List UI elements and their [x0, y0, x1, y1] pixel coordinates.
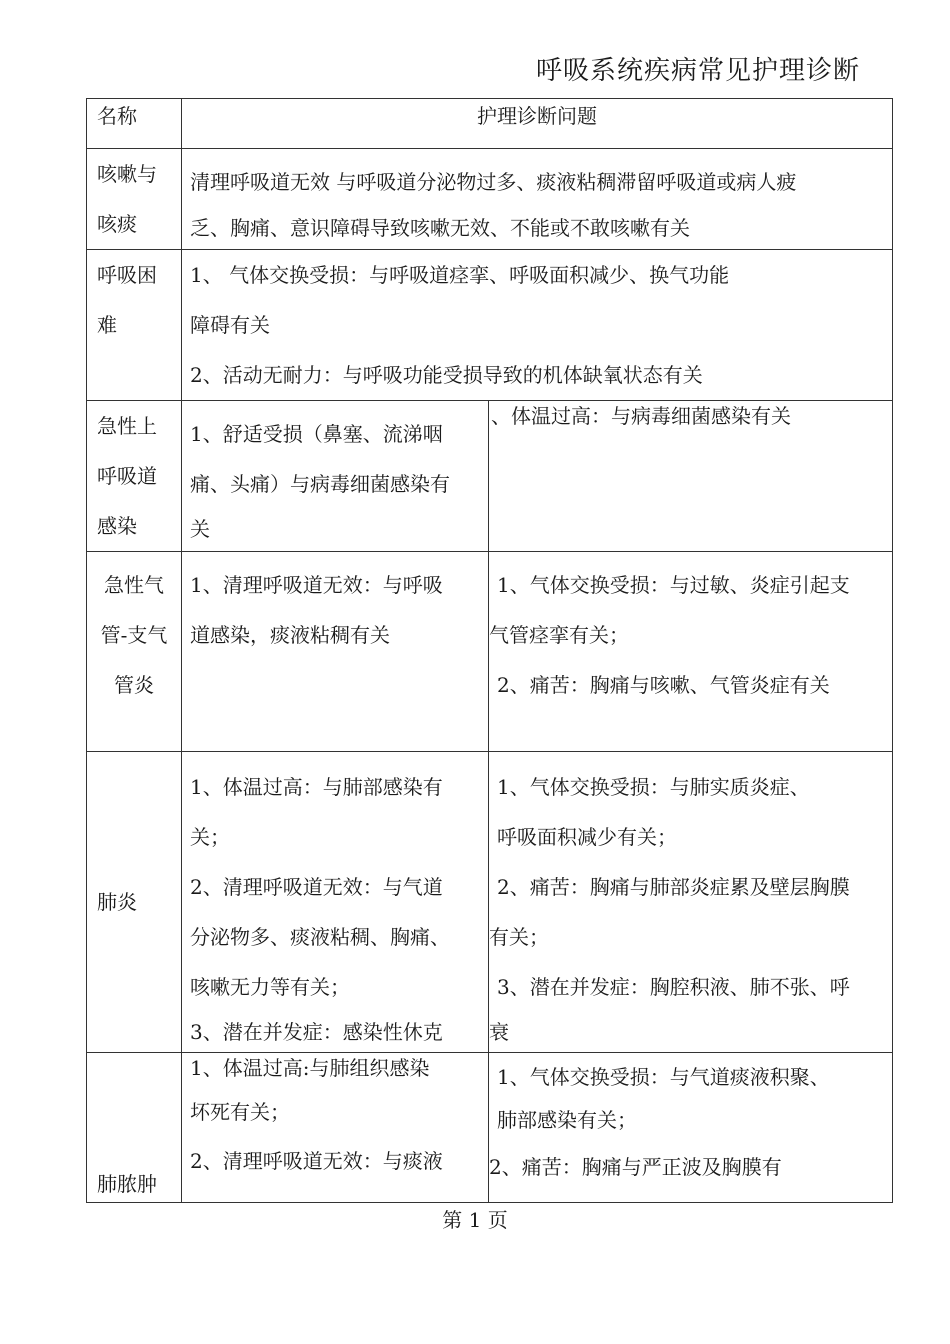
row-left-line: 1、舒适受损（鼻塞、流涕咽: [190, 422, 443, 446]
table-row: [87, 552, 893, 752]
header-name: 名称: [97, 104, 137, 128]
row-left-cell: [182, 401, 489, 552]
row-right-line: 2、痛苦：胸痛与严正波及胸膜有: [489, 1155, 782, 1179]
row-name-cell: [87, 401, 182, 552]
table-row: [87, 401, 893, 552]
row-left-cell: [182, 752, 489, 1053]
row-right-line: 呼吸面积减少有关；: [497, 825, 677, 849]
row-name-line: 管炎: [114, 673, 154, 697]
row-left-line: 关: [190, 517, 210, 541]
row-right-line: 衰: [489, 1020, 509, 1044]
row-right-line: 2、痛苦：胸痛与肺部炎症累及壁层胸膜: [497, 875, 850, 899]
row-name-cell: [87, 250, 182, 401]
row-name-line: 咳嗽与: [97, 162, 157, 186]
row-text-line: 1、 气体交换受损：与呼吸道痉挛、呼吸面积减少、换气功能: [190, 263, 730, 287]
row-name-cell: [87, 552, 182, 752]
row-name-line: 难: [97, 313, 117, 337]
row-text-line: 障碍有关: [190, 313, 270, 337]
row-right-line: 有关；: [489, 925, 549, 949]
row-right-line: 3、潜在并发症：胸腔积液、肺不张、呼: [497, 975, 850, 999]
row-name-cell: [87, 752, 182, 1053]
row-left-line: 痛、头痛）与病毒细菌感染有: [190, 472, 450, 496]
row-left-line: 2、清理呼吸道无效：与气道: [190, 875, 443, 899]
row-left-line: 2、清理呼吸道无效：与痰液: [190, 1149, 443, 1173]
row-right-line: 1、气体交换受损：与气道痰液积聚、: [497, 1065, 830, 1089]
row-left-line: 分泌物多、痰液粘稠、胸痛、: [190, 925, 450, 949]
row-name-line: 急性上: [97, 414, 157, 438]
row-name-line: 呼吸道: [97, 464, 157, 488]
row-right-cell: [489, 752, 893, 1053]
row-text-cell: [182, 149, 893, 250]
row-name-line: 管-支气: [100, 623, 168, 647]
row-left-line: 坏死有关；: [190, 1100, 290, 1124]
row-left-cell: [182, 552, 489, 752]
row-name-cell: [87, 1053, 182, 1203]
row-right-cell: [489, 552, 893, 752]
row-text-line: 乏、胸痛、意识障碍导致咳嗽无效、不能或不敢咳嗽有关: [190, 216, 690, 240]
row-text-line: 清理呼吸道无效 与呼吸道分泌物过多、痰液粘稠滞留呼吸道或病人疲: [190, 170, 797, 194]
row-name-cell: [87, 149, 182, 250]
table-row: [87, 1053, 893, 1203]
row-left-line: 1、体温过高:与肺组织感染: [190, 1056, 430, 1080]
page-title: 呼吸系统疾病常见护理诊断: [536, 56, 861, 86]
header-problems: 护理诊断问题: [477, 104, 597, 128]
header-name-cell: [87, 99, 182, 149]
row-left-line: 3、潜在并发症：感染性休克: [190, 1020, 443, 1044]
row-right-cell: [489, 1053, 893, 1203]
row-text-line: 2、活动无耐力：与呼吸功能受损导致的机体缺氧状态有关: [190, 363, 703, 387]
row-name-line: 呼吸困: [97, 263, 157, 287]
row-left-cell: [182, 1053, 489, 1203]
table-row: [87, 752, 893, 1053]
header-problems-cell: [182, 99, 893, 149]
row-left-line: 1、清理呼吸道无效：与呼吸: [190, 573, 443, 597]
row-name-line: 肺脓肿: [97, 1172, 157, 1196]
table-header-row: [87, 99, 893, 149]
row-left-line: 1、体温过高：与肺部感染有: [190, 775, 443, 799]
row-right-line: 、体温过高：与病毒细菌感染有关: [491, 404, 791, 428]
row-left-line: 咳嗽无力等有关；: [190, 975, 350, 999]
nursing-diagnosis-table: [86, 98, 893, 1203]
row-right-line: 1、气体交换受损：与过敏、炎症引起支: [497, 573, 850, 597]
table-row: [87, 250, 893, 401]
row-right-line: 2、痛苦：胸痛与咳嗽、气管炎症有关: [497, 673, 830, 697]
row-left-line: 道感染，痰液粘稠有关: [190, 623, 390, 647]
row-name-line: 肺炎: [97, 890, 137, 914]
page-number: 第 1 页: [442, 1208, 508, 1232]
row-right-line: 1、气体交换受损：与肺实质炎症、: [497, 775, 810, 799]
row-right-cell: [489, 401, 893, 552]
row-name-line: 感染: [97, 514, 137, 538]
row-name-line: 咳痰: [97, 212, 137, 236]
row-name-line: 急性气: [104, 573, 164, 597]
row-left-line: 关；: [190, 825, 230, 849]
table-row: [87, 149, 893, 250]
row-right-line: 气管痉挛有关；: [489, 623, 629, 647]
row-right-line: 肺部感染有关；: [497, 1108, 637, 1132]
row-text-cell: [182, 250, 893, 401]
